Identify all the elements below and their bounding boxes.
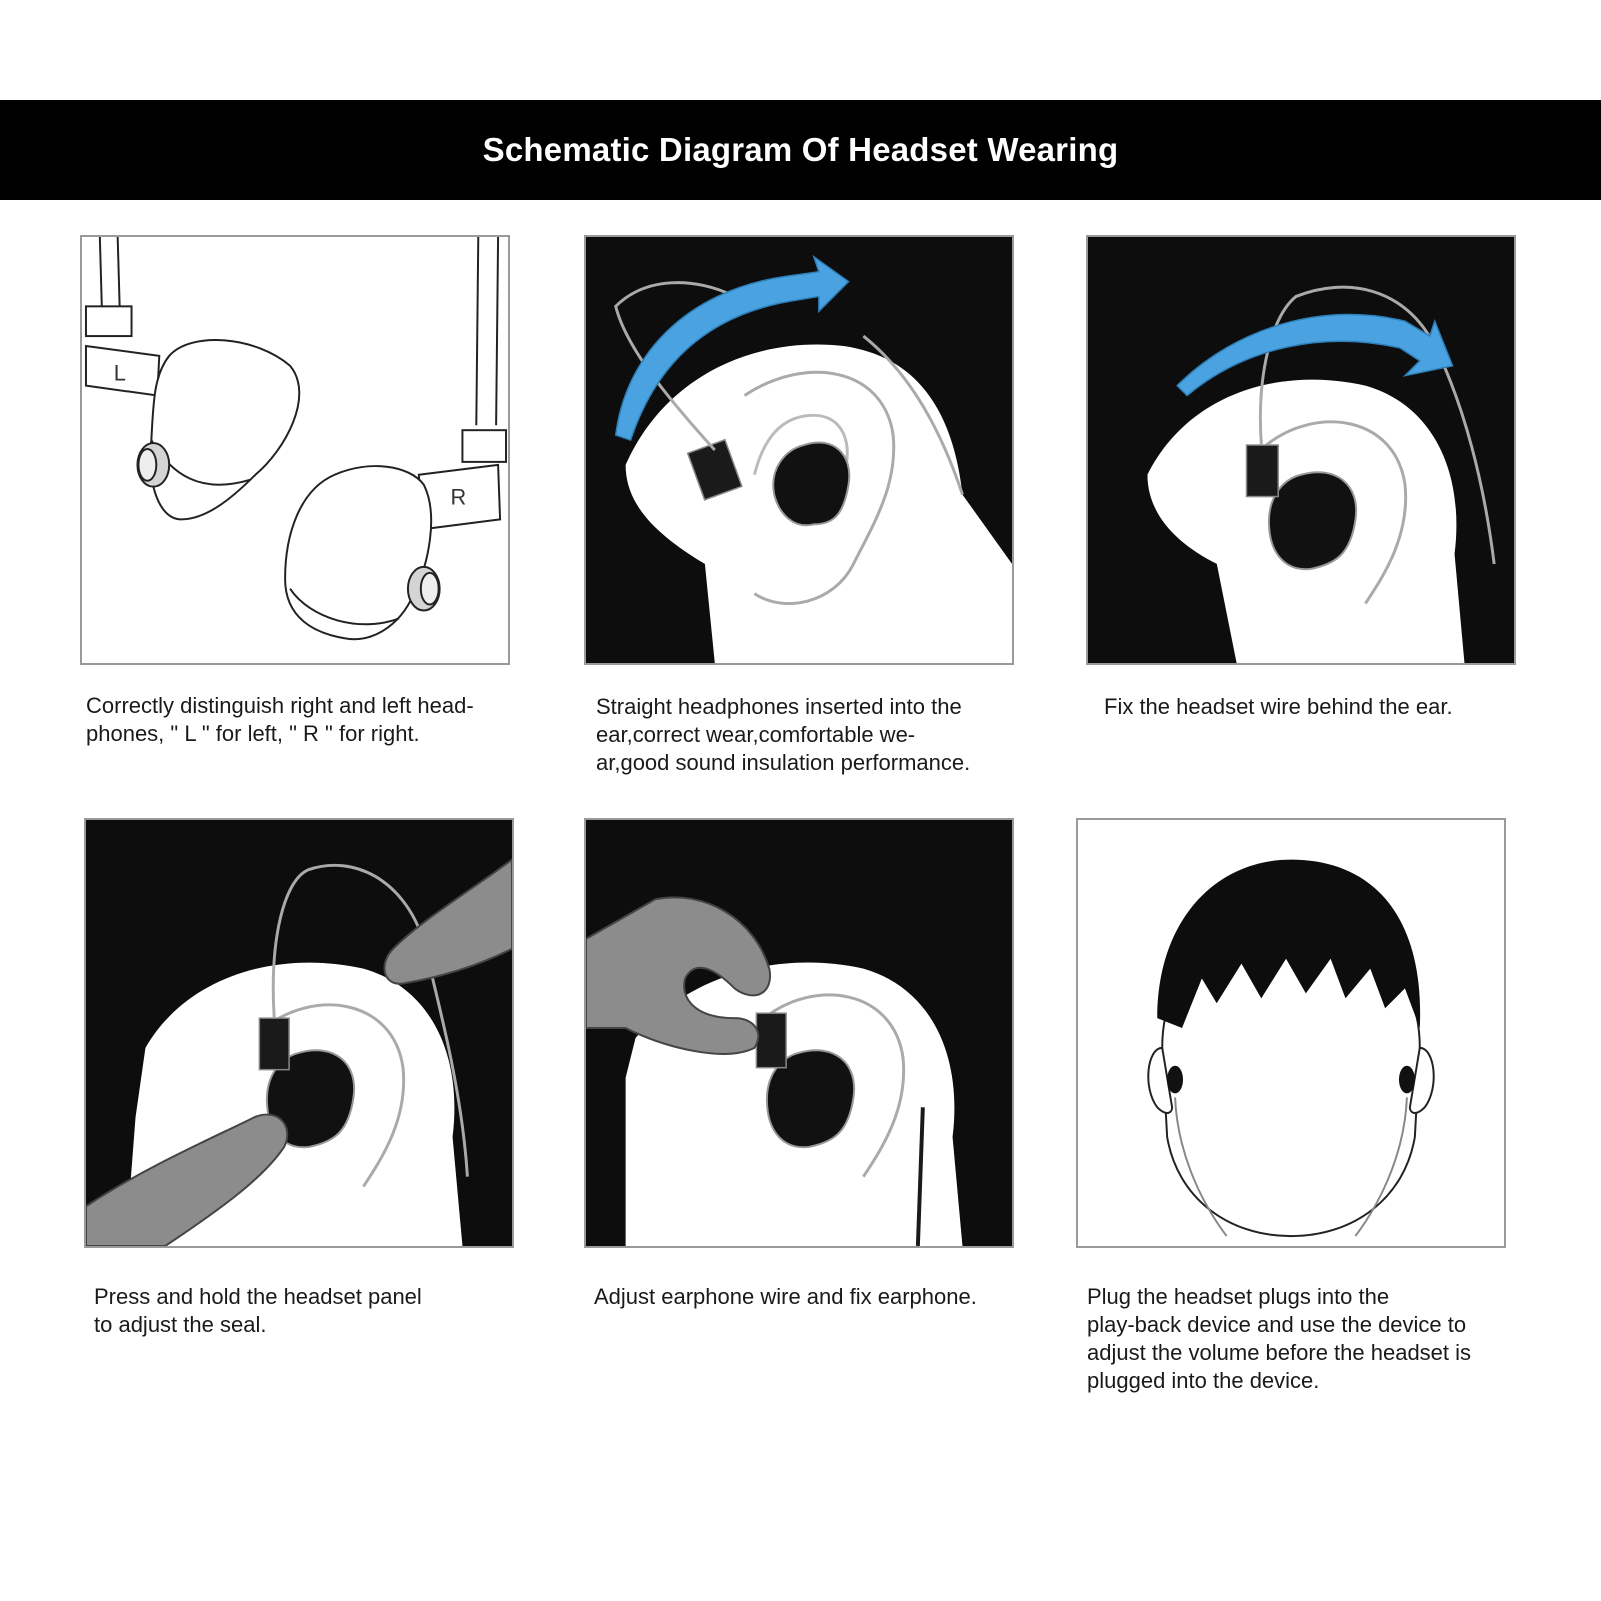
- step-4-illustration: [84, 818, 514, 1248]
- step-1-illustration: [80, 235, 510, 665]
- step-6-caption: Plug the headset plugs into the play-back device and use the device to adjust the volume before the headset is plugged into the device.: [1087, 1284, 1472, 1393]
- right-label: R: [450, 484, 467, 510]
- step-5-illustration: [584, 818, 1014, 1248]
- step-5-caption: Adjust earphone wire and fix earphone.: [594, 1284, 977, 1309]
- step-6-illustration: [1076, 818, 1506, 1248]
- step-2-caption: Straight headphones inserted into the ear,correct wear,comfortable we- ar,good sound insulation performance.: [596, 694, 971, 775]
- wearing-head-icon: [1078, 820, 1504, 1246]
- title-banner: [0, 100, 1601, 200]
- left-label: L: [113, 360, 126, 386]
- press-panel-icon: [86, 820, 512, 1246]
- page-title: Schematic Diagram Of Headset Wearing: [482, 131, 1119, 168]
- step-1-caption: Correctly distinguish right and left head- phones, " L " for left, " R " for right.: [86, 693, 474, 746]
- step-3-illustration: [1086, 235, 1516, 665]
- step-4-caption: Press and hold the headset panel to adjust the seal.: [94, 1284, 422, 1337]
- insert-earphone-icon: [586, 237, 1012, 663]
- wire-behind-ear-icon: [1088, 237, 1514, 663]
- step-3-caption: Fix the headset wire behind the ear.: [1104, 694, 1453, 719]
- earphones-left-right-icon: [82, 237, 508, 663]
- step-2-illustration: [584, 235, 1014, 665]
- adjust-wire-icon: [586, 820, 1012, 1246]
